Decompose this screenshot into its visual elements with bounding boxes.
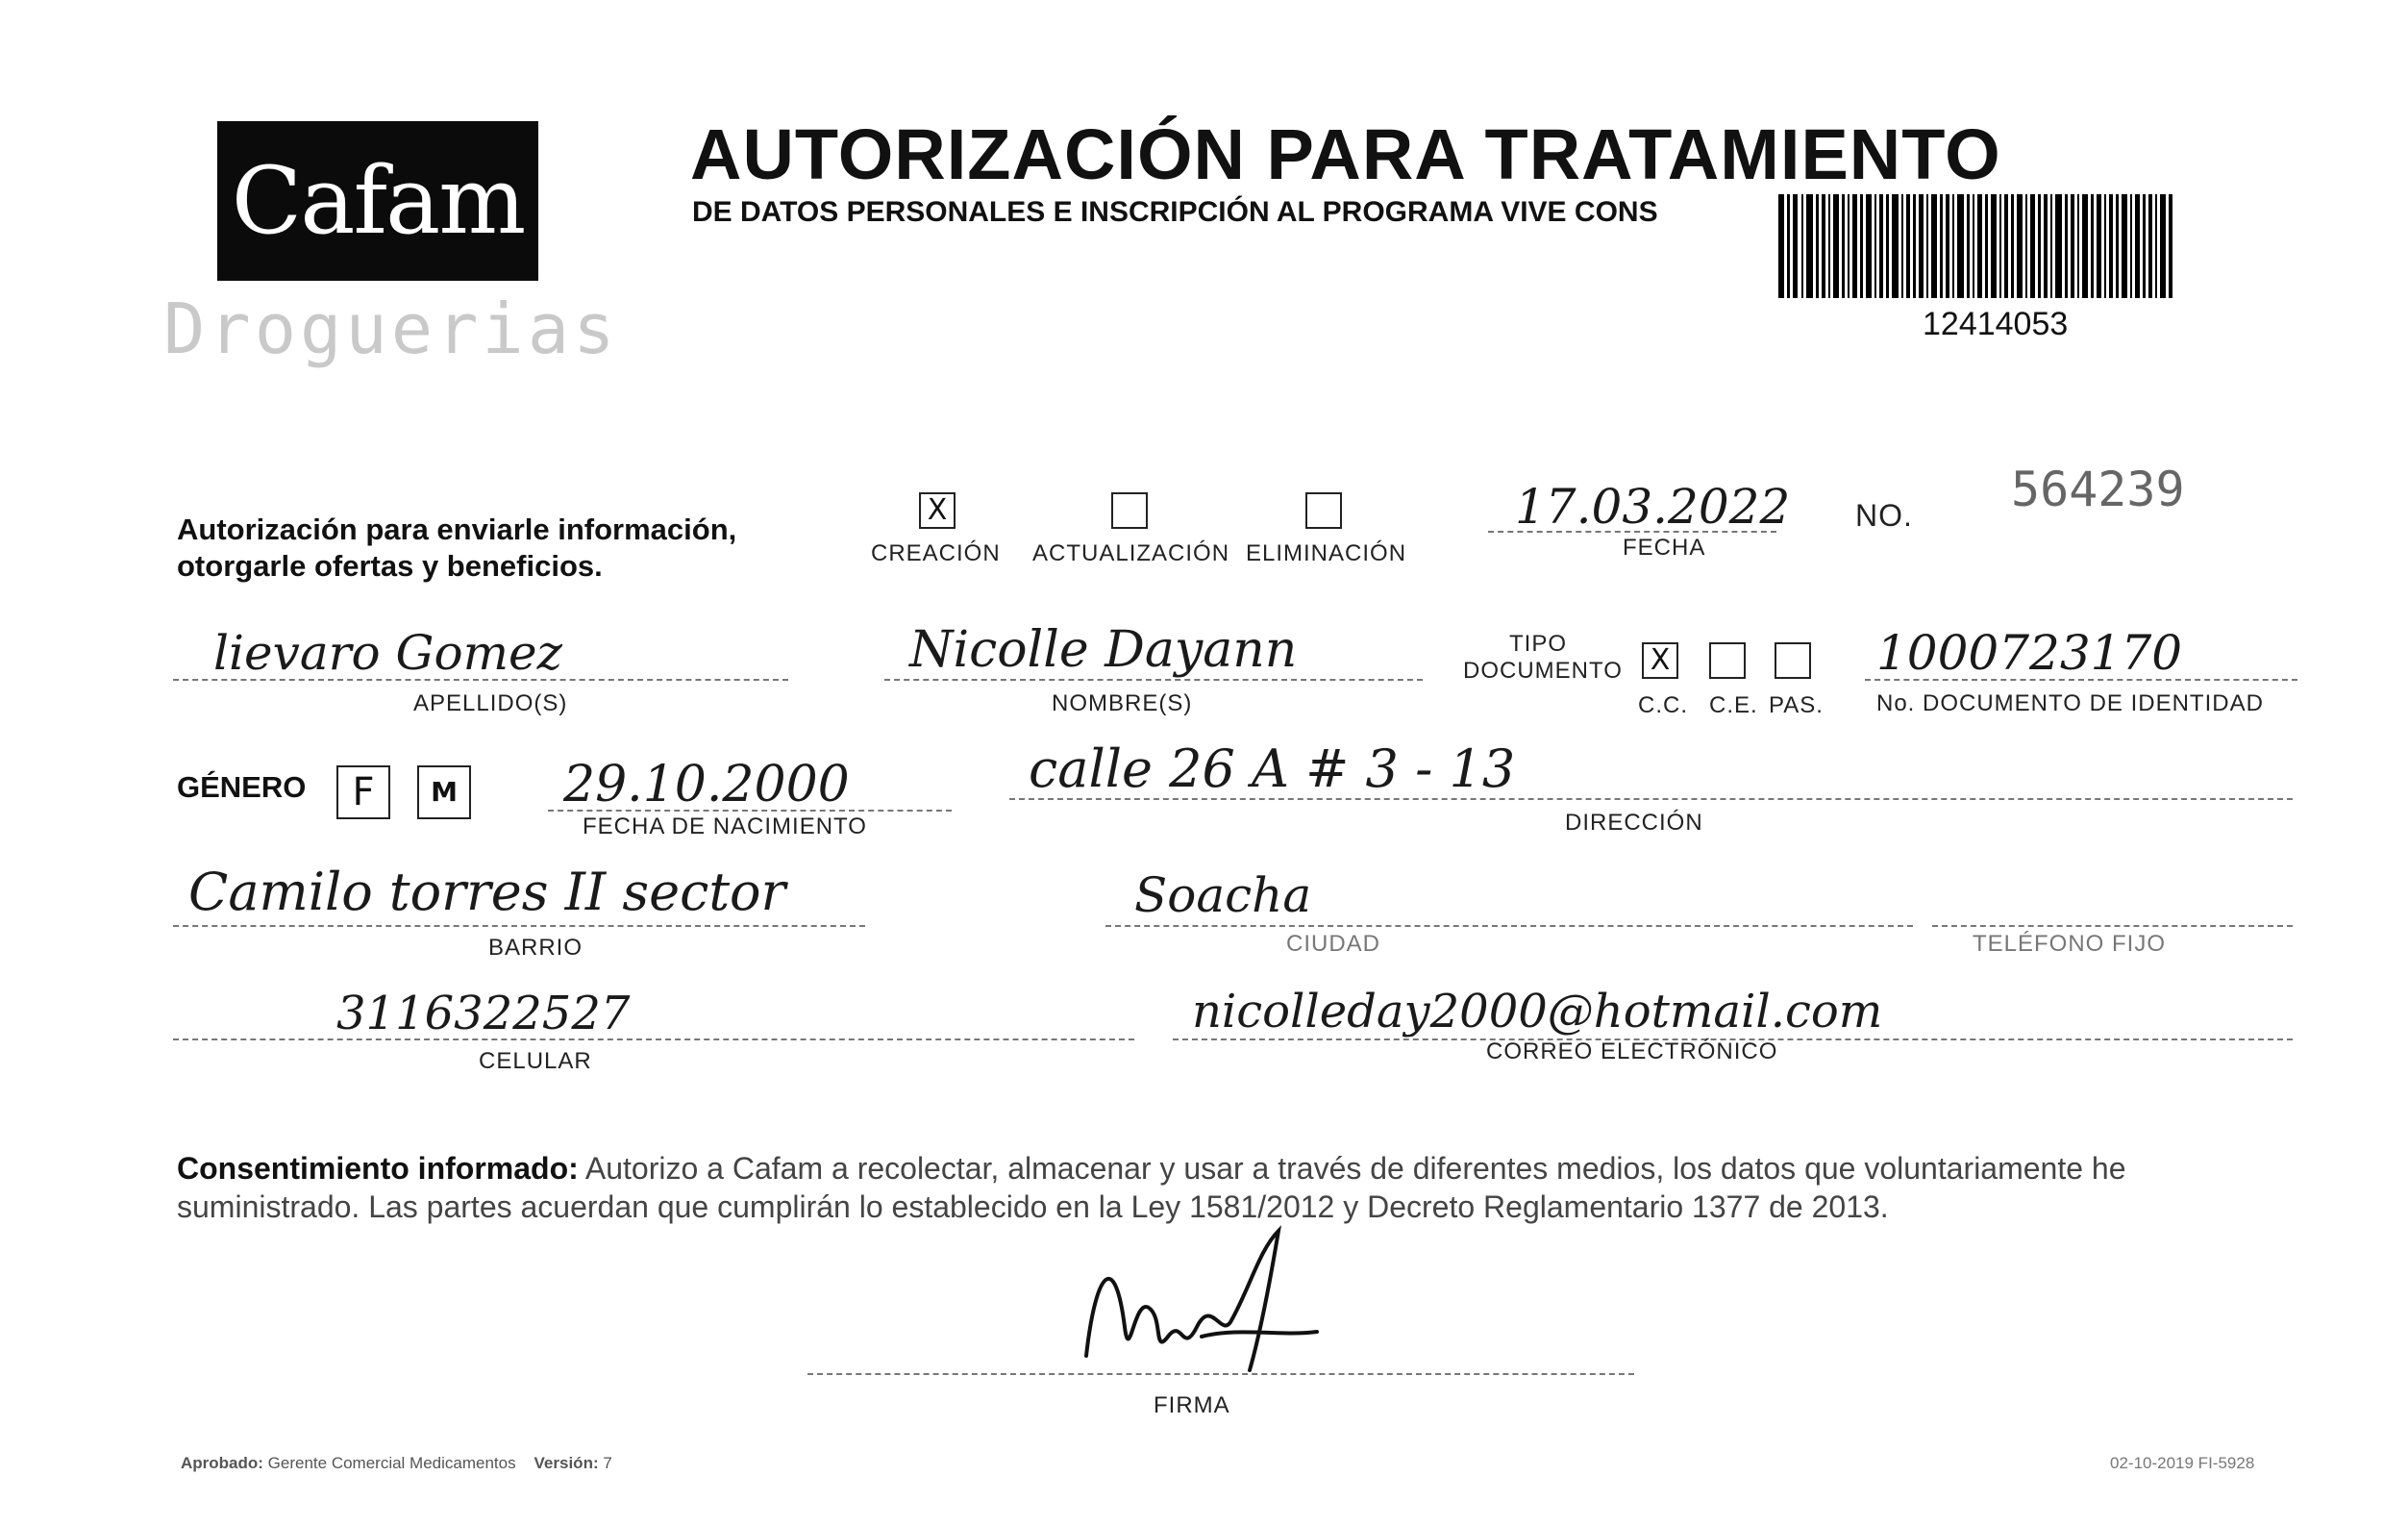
authorization-line-2: otorgarle ofertas y beneficios.	[177, 549, 603, 583]
pas-label: PAS.	[1769, 692, 1824, 718]
aprobado-label: Aprobado:	[181, 1454, 263, 1472]
celular-line	[173, 1038, 1134, 1040]
correo-value[interactable]: nicolleday2000@hotmail.com	[1192, 985, 1883, 1038]
ciudad-value[interactable]: Soacha	[1134, 867, 1312, 923]
authorization-text	[177, 512, 736, 585]
eliminacion-checkbox[interactable]	[1305, 492, 1342, 529]
fecha-value[interactable]: 17.03.2022	[1515, 479, 1791, 535]
celular-label: CELULAR	[479, 1048, 592, 1074]
authorization-line-1: Autorización para enviarle información,	[177, 513, 737, 546]
logo-text: Cafam	[231, 147, 525, 255]
eliminacion-label: ELIMINACIÓN	[1246, 540, 1407, 566]
barcode-number: 12414053	[1923, 306, 2069, 342]
telefono-line[interactable]	[1932, 925, 2293, 927]
logo-subtext: Droguerias	[163, 288, 619, 369]
fecha-label: FECHA	[1623, 535, 1706, 561]
aprobado-value: Gerente Comercial Medicamentos	[267, 1454, 516, 1472]
form-title: AUTORIZACIÓN PARA TRATAMIENTO	[690, 114, 2001, 194]
footer-code: 02-10-2019 FI-5928	[2110, 1454, 2255, 1472]
ciudad-label: CIUDAD	[1286, 931, 1381, 957]
fecha-line	[1488, 531, 1776, 533]
consent-body: Autorizo a Cafam a recolectar, almacenar y usar a través de diferentes medios, los datos que voluntariamente he suministrado. Las partes acuerdan que cumplirán lo establecido en la Ley 1581/2012 y Decreto Reglamentario 1377 de 2013.	[177, 1151, 2126, 1224]
fecha-nacimiento-label: FECHA DE NACIMIENTO	[583, 813, 867, 839]
tipo-documento-label-2: DOCUMENTO	[1463, 658, 1623, 684]
signature-line	[807, 1373, 1634, 1375]
ce-checkbox[interactable]	[1709, 642, 1746, 679]
version-value: 7	[603, 1454, 612, 1472]
ce-label: C.E.	[1709, 692, 1758, 718]
celular-value[interactable]: 3116322527	[336, 987, 631, 1040]
nombres-value[interactable]: Nicolle Dayann	[909, 621, 1298, 679]
signature-image	[1057, 1212, 1365, 1404]
form-subtitle: DE DATOS PERSONALES E INSCRIPCIÓN AL PROGRAMA VIVE CONS	[692, 196, 1658, 228]
actualizacion-label: ACTUALIZACIÓN	[1032, 540, 1230, 566]
ciudad-line	[1105, 925, 1913, 927]
barrio-line	[173, 925, 865, 927]
barcode-image	[1778, 194, 2172, 298]
signature-label: FIRMA	[1154, 1392, 1230, 1418]
tipo-documento-label-1: TIPO	[1509, 631, 1568, 657]
apellidos-line	[173, 679, 788, 681]
cc-checkbox[interactable]: X	[1642, 642, 1678, 679]
direccion-line	[1009, 798, 2293, 800]
genero-f-checkbox[interactable]: F	[336, 765, 390, 819]
consent-heading: Consentimiento informado:	[177, 1151, 579, 1186]
footer-approval	[181, 1454, 612, 1473]
barrio-label: BARRIO	[488, 935, 583, 961]
telefono-label: TELÉFONO FIJO	[1973, 931, 2167, 957]
nombres-label: NOMBRE(S)	[1052, 690, 1193, 716]
no-value: 564239	[2011, 462, 2185, 517]
direccion-value[interactable]: calle 26 A # 3 - 13	[1029, 738, 1516, 799]
actualizacion-checkbox[interactable]	[1111, 492, 1148, 529]
apellidos-value[interactable]: lievaro Gomez	[213, 625, 562, 681]
genero-label: GÉNERO	[177, 770, 307, 804]
barrio-value[interactable]: Camilo torres II sector	[188, 862, 786, 922]
documento-label: No. DOCUMENTO DE IDENTIDAD	[1876, 690, 2264, 716]
fecha-nacimiento-value[interactable]: 29.10.2000	[563, 756, 850, 813]
creacion-checkbox[interactable]: X	[919, 492, 956, 529]
nombres-line	[884, 679, 1423, 681]
apellidos-label: APELLIDO(S)	[413, 690, 568, 716]
no-label: NO.	[1855, 498, 1913, 533]
fecha-nacimiento-line	[548, 810, 952, 812]
documento-line	[1865, 679, 2297, 681]
genero-m-checkbox[interactable]: M	[417, 765, 471, 819]
direccion-label: DIRECCIÓN	[1565, 810, 1703, 836]
cafam-logo	[217, 121, 538, 281]
version-label: Versión:	[534, 1454, 599, 1472]
documento-value[interactable]: 1000723170	[1876, 625, 2183, 681]
cc-label: C.C.	[1638, 692, 1688, 718]
creacion-label: CREACIÓN	[871, 540, 1001, 566]
pas-checkbox[interactable]	[1775, 642, 1811, 679]
correo-label: CORREO ELECTRÓNICO	[1486, 1038, 1778, 1064]
